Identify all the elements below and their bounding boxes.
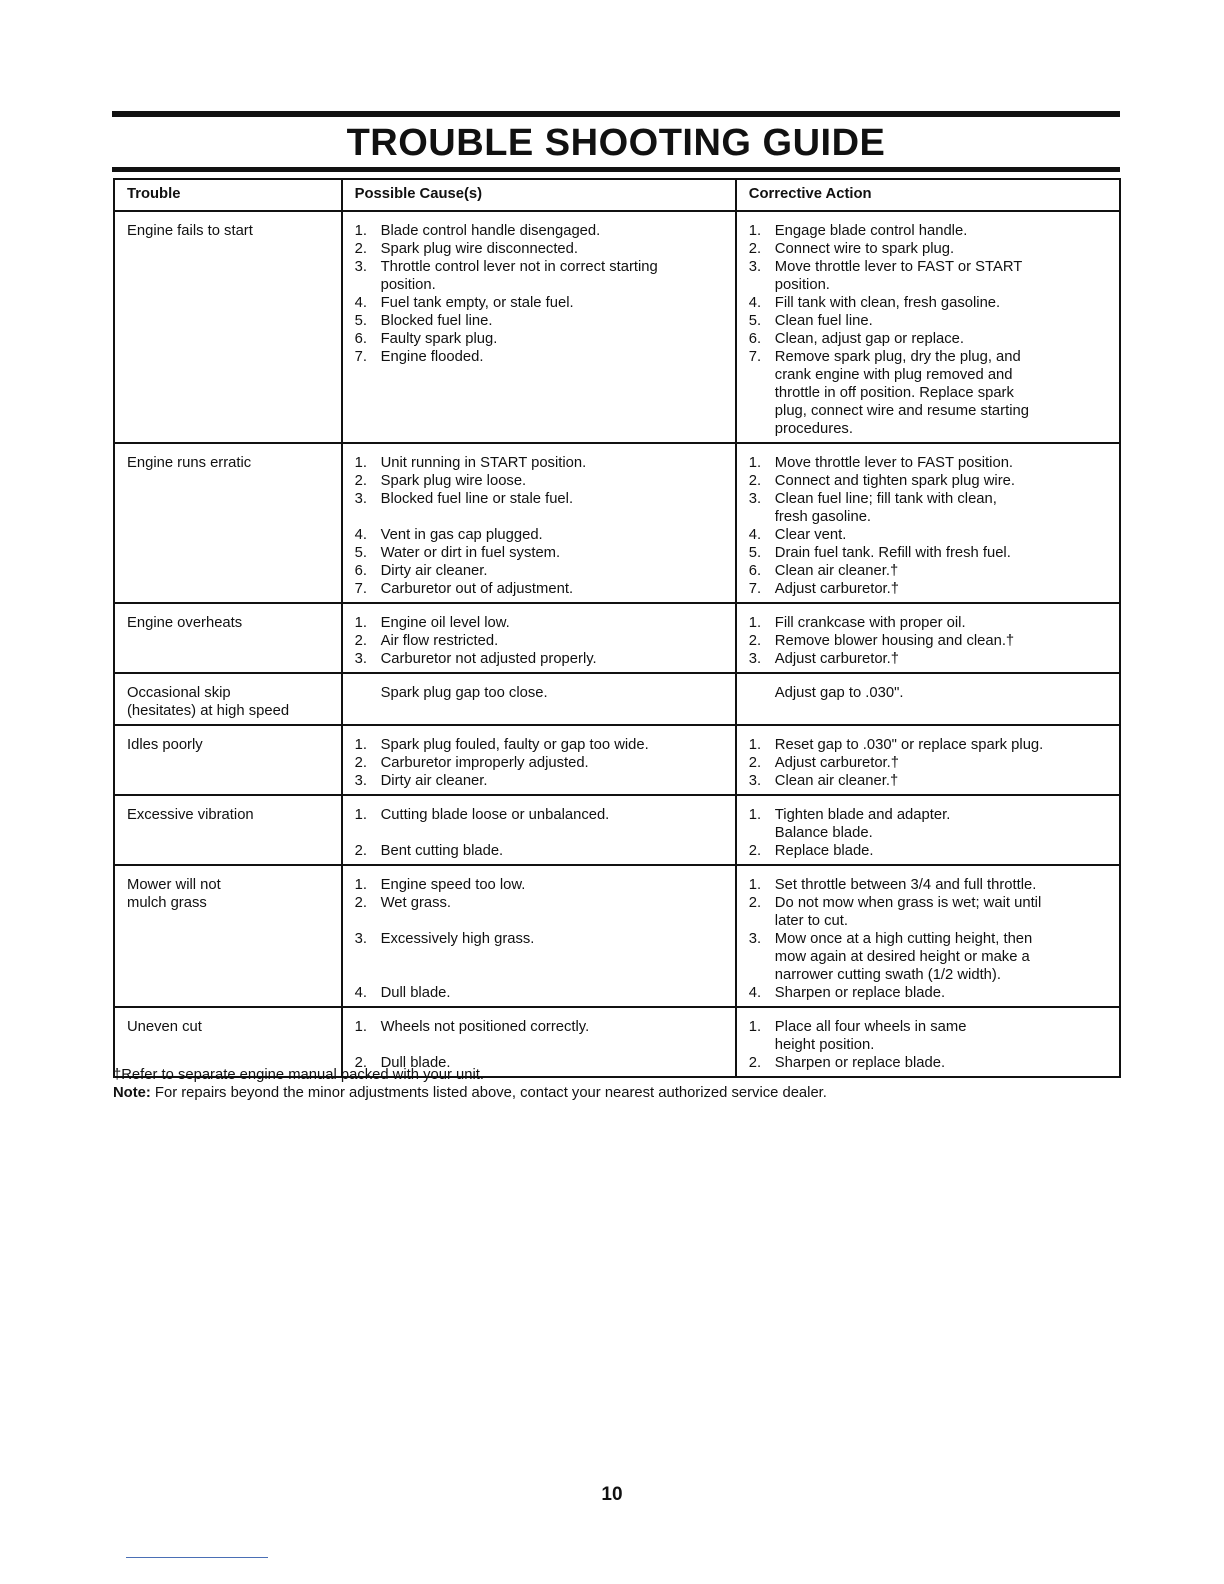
list-item [355, 806, 723, 824]
note-text: For repairs beyond the minor adjustments listed above, contact your nearest authorized service dealer. [150, 1085, 827, 1101]
causes-list [355, 1018, 723, 1072]
header-corrective-action: Corrective Action [736, 179, 1120, 211]
causes-list [355, 876, 723, 1002]
item-number [355, 684, 381, 702]
item-number: 7. [354, 581, 367, 597]
list-item [749, 894, 1107, 930]
item-text: Place all four wheels in same height position. [774, 1019, 967, 1053]
causes-list [355, 736, 723, 790]
footnote-dagger: †Refer to separate engine manual packed with your unit. [113, 1067, 484, 1083]
list-item [749, 580, 1107, 598]
item-number: 3. [354, 773, 367, 789]
item-text: Spark plug gap too close. [380, 685, 548, 701]
actions-list [749, 614, 1107, 668]
list-item [749, 312, 1107, 330]
item-number: 2. [748, 895, 762, 911]
item-number: 3. [748, 259, 762, 275]
item-text: Do not mow when grass is wet; wait until later to cut. [774, 895, 1042, 929]
item-number: 2. [748, 241, 762, 257]
item-text: Bent cutting blade. [380, 843, 504, 859]
troubleshooting-table [113, 178, 1121, 1078]
item-number: 3. [748, 651, 762, 667]
item-text: Move throttle lever to FAST or START position. [774, 259, 1023, 293]
list-item [749, 454, 1107, 472]
actions-cell [736, 673, 1120, 725]
item-text: Dirty air cleaner. [380, 563, 488, 579]
item-text: Throttle control lever not in correct starting position. [380, 259, 658, 293]
footnotes [113, 1066, 827, 1102]
actions-cell [736, 603, 1120, 673]
item-number: 7. [748, 349, 762, 365]
item-text: Carburetor not adjusted properly. [380, 651, 597, 667]
causes-cell [342, 603, 736, 673]
list-item [749, 614, 1107, 632]
item-number: 5. [354, 313, 367, 329]
item-text: Air flow restricted. [380, 633, 499, 649]
causes-cell [342, 673, 736, 725]
item-number: 2. [354, 241, 367, 257]
item-number: 6. [748, 331, 762, 347]
trouble-cell: Mower will not mulch grass [114, 865, 342, 1007]
item-text: Connect wire to spark plug. [774, 241, 955, 257]
list-item [355, 580, 723, 598]
list-item [355, 984, 723, 1002]
trouble-cell: Uneven cut [114, 1007, 342, 1077]
item-number: 1. [354, 737, 367, 753]
item-text: Adjust carburetor.† [774, 755, 899, 771]
item-text: Clear vent. [774, 527, 847, 543]
item-text: Excessively high grass. [380, 931, 535, 947]
item-text: Faulty spark plug. [380, 331, 498, 347]
item-text: Unit running in START position. [380, 455, 587, 471]
table-row [114, 795, 1120, 865]
note-label: Note: [113, 1085, 151, 1101]
item-text: Sharpen or replace blade. [774, 985, 946, 1001]
item-text: Blade control handle disengaged. [380, 223, 601, 239]
trouble-cell: Engine fails to start [114, 211, 342, 443]
table-row [114, 725, 1120, 795]
list-item [749, 330, 1107, 348]
item-text: Vent in gas cap plugged. [380, 527, 543, 543]
item-number: 1. [354, 455, 367, 471]
item-number: 1. [354, 877, 367, 893]
item-number: 3. [748, 491, 762, 507]
table-row [114, 865, 1120, 1007]
item-number: 5. [748, 545, 762, 561]
item-number: 2. [354, 895, 367, 911]
item-number: 1. [354, 1019, 367, 1035]
item-text: Drain fuel tank. Refill with fresh fuel. [774, 545, 1011, 561]
item-number: 2. [354, 755, 367, 771]
causes-cell [342, 865, 736, 1007]
actions-cell [736, 865, 1120, 1007]
item-text: Fuel tank empty, or stale fuel. [380, 295, 574, 311]
list-item [749, 258, 1107, 294]
list-item [749, 544, 1107, 562]
item-number: 6. [748, 563, 762, 579]
item-text: Move throttle lever to FAST position. [774, 455, 1014, 471]
item-number: 3. [748, 773, 762, 789]
actions-list [749, 1018, 1107, 1072]
list-item [355, 240, 723, 258]
actions-cell [736, 211, 1120, 443]
list-item [355, 544, 723, 562]
list-item [355, 930, 723, 948]
trouble-cell: Excessive vibration [114, 795, 342, 865]
item-number: 4. [354, 985, 367, 1001]
title-block [112, 111, 1120, 172]
actions-list [749, 876, 1107, 1002]
trouble-cell: Occasional skip (hesitates) at high speed [114, 673, 342, 725]
table-row [114, 673, 1120, 725]
item-text: Clean fuel line. [774, 313, 873, 329]
item-number: 1. [748, 877, 762, 893]
header-possible-causes: Possible Cause(s) [342, 179, 736, 211]
item-number: 1. [354, 615, 367, 631]
list-item [749, 876, 1107, 894]
list-item [749, 1018, 1107, 1054]
trouble-cell: Engine overheats [114, 603, 342, 673]
item-text: Engine speed too low. [380, 877, 526, 893]
item-text: Remove blower housing and clean.† [774, 633, 1015, 649]
note-line [113, 1084, 827, 1102]
item-number: 1. [354, 807, 367, 823]
item-text: Engage blade control handle. [774, 223, 968, 239]
list-item [749, 294, 1107, 312]
table-row [114, 603, 1120, 673]
item-number: 6. [354, 563, 367, 579]
list-item [355, 312, 723, 330]
item-number: 2. [354, 633, 367, 649]
list-item [355, 490, 723, 508]
actions-cell [736, 443, 1120, 603]
causes-list [355, 614, 723, 668]
item-text: Carburetor improperly adjusted. [380, 755, 589, 771]
list-item [749, 754, 1107, 772]
item-number: 1. [748, 455, 762, 471]
item-text: Clean air cleaner.† [774, 773, 899, 789]
list-item [749, 842, 1107, 860]
list-item [749, 348, 1107, 438]
item-text: Clean, adjust gap or replace. [774, 331, 964, 347]
item-number: 2. [748, 755, 762, 771]
causes-cell [342, 211, 736, 443]
trouble-cell: Engine runs erratic [114, 443, 342, 603]
list-item [355, 614, 723, 632]
item-number: 7. [354, 349, 367, 365]
item-number: 2. [748, 633, 762, 649]
list-item [749, 650, 1107, 668]
actions-list [749, 684, 1107, 702]
item-text: Tighten blade and adapter. Balance blade. [774, 807, 951, 841]
item-number: 2. [354, 1055, 367, 1071]
item-text: Adjust carburetor.† [774, 581, 899, 597]
item-text: Adjust carburetor.† [774, 651, 899, 667]
actions-cell [736, 795, 1120, 865]
list-item [749, 684, 1107, 702]
item-number: 1. [748, 737, 762, 753]
page-title: TROUBLE SHOOTING GUIDE [346, 122, 886, 164]
causes-list [355, 684, 723, 702]
actions-cell [736, 725, 1120, 795]
item-text: Dull blade. [380, 1055, 451, 1071]
item-number: 1. [748, 223, 762, 239]
list-item [749, 806, 1107, 842]
list-item [749, 240, 1107, 258]
list-item [355, 894, 723, 912]
item-number: 3. [354, 651, 367, 667]
causes-list [355, 454, 723, 598]
item-number: 4. [354, 527, 367, 543]
list-item [355, 650, 723, 668]
causes-cell [342, 443, 736, 603]
item-number: 7. [748, 581, 762, 597]
item-text: Engine oil level low. [380, 615, 510, 631]
trouble-cell: Idles poorly [114, 725, 342, 795]
item-number: 6. [354, 331, 367, 347]
item-text: Dirty air cleaner. [380, 773, 488, 789]
actions-list [749, 736, 1107, 790]
title-rule-bottom [112, 167, 1120, 172]
item-number: 5. [354, 545, 367, 561]
list-item [355, 684, 723, 702]
item-number: 1. [748, 615, 762, 631]
list-item [749, 772, 1107, 790]
item-text: Cutting blade loose or unbalanced. [380, 807, 610, 823]
item-number: 3. [354, 491, 367, 507]
item-text: Spark plug wire disconnected. [380, 241, 578, 257]
list-item [355, 842, 723, 860]
item-number: 2. [748, 1055, 762, 1071]
item-text: Fill crankcase with proper oil. [774, 615, 966, 631]
item-text: Wheels not positioned correctly. [380, 1019, 590, 1035]
list-item [749, 490, 1107, 526]
list-item [355, 294, 723, 312]
causes-list [355, 222, 723, 366]
item-text: Blocked fuel line. [380, 313, 493, 329]
item-number: 2. [354, 473, 367, 489]
list-item [355, 258, 723, 294]
item-number: 4. [354, 295, 367, 311]
list-item [355, 1018, 723, 1036]
item-text: Spark plug wire loose. [380, 473, 527, 489]
list-item [749, 632, 1107, 650]
item-text: Clean fuel line; fill tank with clean, fresh gasoline. [774, 491, 997, 525]
item-text: Set throttle between 3/4 and full throttle. [774, 877, 1037, 893]
item-text: Dull blade. [380, 985, 451, 1001]
list-item [355, 454, 723, 472]
item-number: 4. [748, 295, 762, 311]
item-number: 5. [748, 313, 762, 329]
item-text: Mow once at a high cutting height, then mow again at desired height or make a narrower cutting swath (1/2 width). [774, 931, 1033, 983]
actions-list [749, 806, 1107, 860]
item-text: Wet grass. [380, 895, 452, 911]
item-text: Water or dirt in fuel system. [380, 545, 561, 561]
list-item [749, 562, 1107, 580]
list-item [749, 736, 1107, 754]
item-number: 3. [748, 931, 762, 947]
list-item [355, 632, 723, 650]
item-number: 4. [748, 985, 762, 1001]
table-header-row [114, 179, 1120, 211]
item-number: 4. [748, 527, 762, 543]
list-item [749, 526, 1107, 544]
item-number: 1. [354, 223, 367, 239]
list-item [355, 222, 723, 240]
item-text: Clean air cleaner.† [774, 563, 899, 579]
table-row [114, 211, 1120, 443]
list-item [749, 984, 1107, 1002]
item-text: Connect and tighten spark plug wire. [774, 473, 1015, 489]
causes-cell [342, 795, 736, 865]
item-number: 2. [748, 473, 762, 489]
list-item [355, 348, 723, 366]
header-trouble: Trouble [114, 179, 342, 211]
item-number: 2. [748, 843, 762, 859]
list-item [355, 736, 723, 754]
item-number: 3. [354, 931, 367, 947]
item-text: Adjust gap to .030". [774, 685, 904, 701]
list-item [749, 222, 1107, 240]
list-item [355, 472, 723, 490]
item-number [749, 684, 775, 702]
list-item [355, 754, 723, 772]
causes-list [355, 806, 723, 860]
actions-list [749, 454, 1107, 598]
list-item [355, 562, 723, 580]
list-item [749, 930, 1107, 984]
item-text: Sharpen or replace blade. [774, 1055, 946, 1071]
actions-list [749, 222, 1107, 438]
item-text: Spark plug fouled, faulty or gap too wide. [380, 737, 649, 753]
list-item [355, 772, 723, 790]
item-text: Fill tank with clean, fresh gasoline. [774, 295, 1001, 311]
table-body [114, 211, 1120, 1077]
list-item [355, 330, 723, 348]
page-number: 10 [601, 1484, 623, 1505]
item-text: Carburetor out of adjustment. [380, 581, 574, 597]
item-text: Replace blade. [774, 843, 874, 859]
item-text: Reset gap to .030" or replace spark plug. [774, 737, 1044, 753]
item-text: Remove spark plug, dry the plug, and crank engine with plug removed and throttle in off position. Replace spark plug, connect wire and resume starting procedures. [774, 349, 1029, 437]
list-item [749, 472, 1107, 490]
table-row [114, 443, 1120, 603]
item-number: 1. [748, 807, 762, 823]
item-number: 2. [354, 843, 367, 859]
list-item [355, 526, 723, 544]
list-item [355, 876, 723, 894]
item-text: Engine flooded. [380, 349, 484, 365]
causes-cell [342, 725, 736, 795]
item-number: 3. [354, 259, 367, 275]
bottom-scan-mark [126, 1557, 268, 1558]
item-number: 1. [748, 1019, 762, 1035]
item-text: Blocked fuel line or stale fuel. [380, 491, 574, 507]
